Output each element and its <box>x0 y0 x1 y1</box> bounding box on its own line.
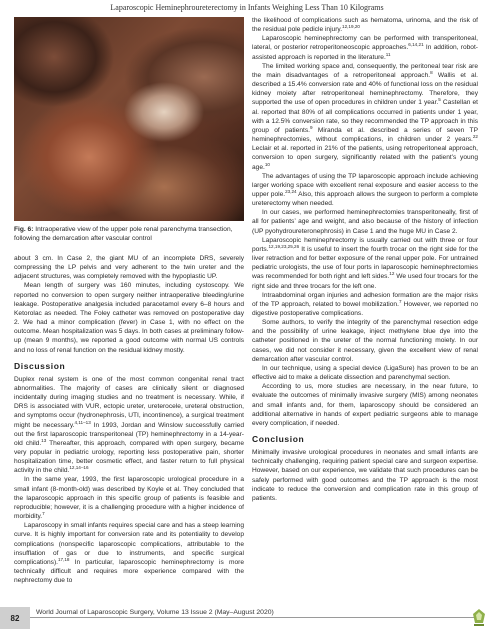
discussion-paragraph: The advantages of using the TP laparoscopic approach include achieving larger working space with excellent renal exposure and easier access to the upper pole.$^{23,24}$ Also, this approach allows the surgeon to perform a complete ureterectomy when needed. <box>252 172 479 208</box>
conclusion-paragraph: Minimally invasive urological procedures in neonates and small infants are technically challenging, requiring patient special care and surgeon expertise. However, based on our experience, we validate that such procedures can be safely performed with good outcomes and the TP approach is the most indicate to reduce the conversion and complication rate in this group of patients. <box>252 449 478 502</box>
page-number: 82 <box>0 607 30 629</box>
discussion-paragraph: In our technique, using a special device (LigaSure) has proven to be an effective aid to make a delicate dissection and parenchymal section. <box>252 364 478 382</box>
figure-label: Fig. 6: <box>14 226 34 233</box>
running-head: Laparoscopic Heminephroureterectomy in Infants Weighing Less Than 10 Kilograms <box>110 3 384 12</box>
journal-footer: World Journal of Laparoscopic Surgery, Volume 13 Issue 2 (May–August 2020) <box>36 609 274 616</box>
results-paragraph: Mean length of surgery was 160 minutes, including cystoscopy. We reported no conversion to open surgery neither intraoperative bleeding/urine leakage. Postoperative analgesia included paracetamol every 6–8 hours and Ketorolac as needed. The Foley catheter was removed on postoperative day 2. We had a minor complication (fever) in Case 1, with no effect on the outcome. Mean hospitalization was 5 days. In both cases at preliminary follow-up (mean 9 months), we reported a good outcome with normal US controls and no loss of renal function on the residual kidney mostly. <box>14 282 244 354</box>
left-column <box>14 254 244 585</box>
discussion-paragraph: Some authors, to verify the integrity of the parenchymal resection edge and the possibility of urine leakage, inject methylene blue dye into the catheter positioned in the ureter of the normal functioning moiety. In our cases, we did not consider it necessary, given the excellent view of renal demarcation after vascular control. <box>252 319 478 363</box>
discussion-paragraph: In our cases, we performed heminephrectomies transperitoneally, first of all for patients’ age and weight, and also because of the history of infection (UP pyohydroureteronephrosis) in Case 1 and the huge MU in Case 2. <box>252 209 478 235</box>
discussion-heading: Discussion <box>14 360 66 371</box>
right-column <box>252 16 478 503</box>
discussion-paragraph: Laparoscopic heminephrectomy can be performed with transperitoneal, lateral, or posterior retroperitoneoscopic approaches.$^{6,14,21}$ In addition, robot-assisted approach is reported in the literature.$^{11}$ <box>252 35 478 61</box>
figure-caption <box>14 225 244 243</box>
discussion-paragraph: The limited working space and, consequently, the peritoneal tear risk are the main disadvantages of a retroperitoneal approach.$^8$ Wallis et al. described a 15.4% conversion rate and 40% of functional loss on the residual kidney moiety after retroperitoneal heminephrectomy. Therefore, they supported the use of open procedures in children under 1 year.$^5$ Castellan et al. reported that 80% of all complications occurred in patients under 1 year, with a 12.5% conversion rate, so they recommended the TP approach in this group of patients.$^9$ Miranda et al. described a series of seven TP heminephrectomies, without complications, in children under 2 years.$^{22}$ Leclair et al. reported in 21% of the patients, using retroperitoneal approach, conversion to open surgery, significantly related with the patient’s young age.$^{10}$ <box>252 62 479 171</box>
discussion-paragraph: Laparoscopy in small infants requires special care and has a steep learning curve. It is highly important for conversion rate and its potentiality to develop complications (nonspecific laparoscopic complications, attributable to the insufflation of gas or due to instruments, and specific surgical complications).$^{17,18}$ In particular, laparoscopic heminephrectomy is more technically difficult and requires more experience compared with the nephrectomy due to <box>14 522 244 585</box>
discussion-paragraph: Intraabdominal organ injuries and adhesion formation are the major risks of the TP approach, related to bowel mobilization.$^7$ However, we reported no digestive postoperative complications. <box>252 291 478 317</box>
figure-caption-text: Intraoperative view of the upper pole renal parenchyma transection, following the demarcation after vascular control <box>14 226 233 242</box>
conclusion-heading: Conclusion <box>252 434 305 445</box>
discussion-paragraph: Duplex renal system is one of the most common congenital renal tract abnormalities. The majority of cases are clinically silent or diagnosed incidentally during imaging studies and no treatment is necessary. While, if DRS is associated with VUR, ectopic ureter, ureterocele, ureteral obstruction, and symptoms occur (hydronephrosis, UTI, incontinence), a surgical treatment might be necessary.$^{4,11-13}$ In 1993, Jordan and Winslow successfully carried out the first laparoscopic transperitoneal (TP) heminephrectomy in a 14-year-old child.$^{13}$ Thereafter, this approach, compared with open surgery, became very popular in pediatric urology, reporting less postoperative pain, shorter hospitalization time, better cosmetic effect, and faster return to full physical activity in the child.$^{12,14-16}$ <box>14 375 244 475</box>
discussion-paragraph: Laparoscopic heminephrectomy is usually carried out with three or four ports.$^{12,19,23,25,26}$ It is useful to insert the fourth trocar on the right side for the liver retraction and for better exposure of the renal upper pole. For untrained pediatric urologists, the use of four ports in laparoscopic heminephrectomies was recommended for both right and left sides.$^{12}$ We used four trocars for the right side and three trocars for the left one. <box>252 236 479 290</box>
intraoperative-photo <box>14 17 244 221</box>
discussion-paragraph: According to us, more studies are necessary, in the near future, to evaluate the outcomes of minimally invasive surgery (MIS) among neonates and small infants and, for them, laparoscopy should be considered an additional alternative in hands of expert pediatric surgeons able to manage every complication, if needed. <box>252 383 478 427</box>
footer-rule <box>30 617 475 618</box>
results-paragraph: about 3 cm. In Case 2, the giant MU of an incomplete DRS, severely compressing the LP pelvis and very adherent to the twin ureter and the adjacent structures, was completely removed with the hypoplastic UP. <box>14 255 244 281</box>
discussion-paragraph: In the same year, 1993, the first laparoscopic urological procedure in a small infant (8-month-old) was described by Koyle et al. They concluded that the laparoscopic approach in this specific group of patients is feasible and reproducible; however, it is a challenging procedure with a higher incidence of morbidity.$^7$ <box>14 476 244 521</box>
discussion-paragraph: the likelihood of complications such as hematoma, urinoma, and the risk of the residual pole pedicle injury.$^{12,19,20}$ <box>252 17 478 34</box>
publisher-logo-icon <box>470 607 488 627</box>
